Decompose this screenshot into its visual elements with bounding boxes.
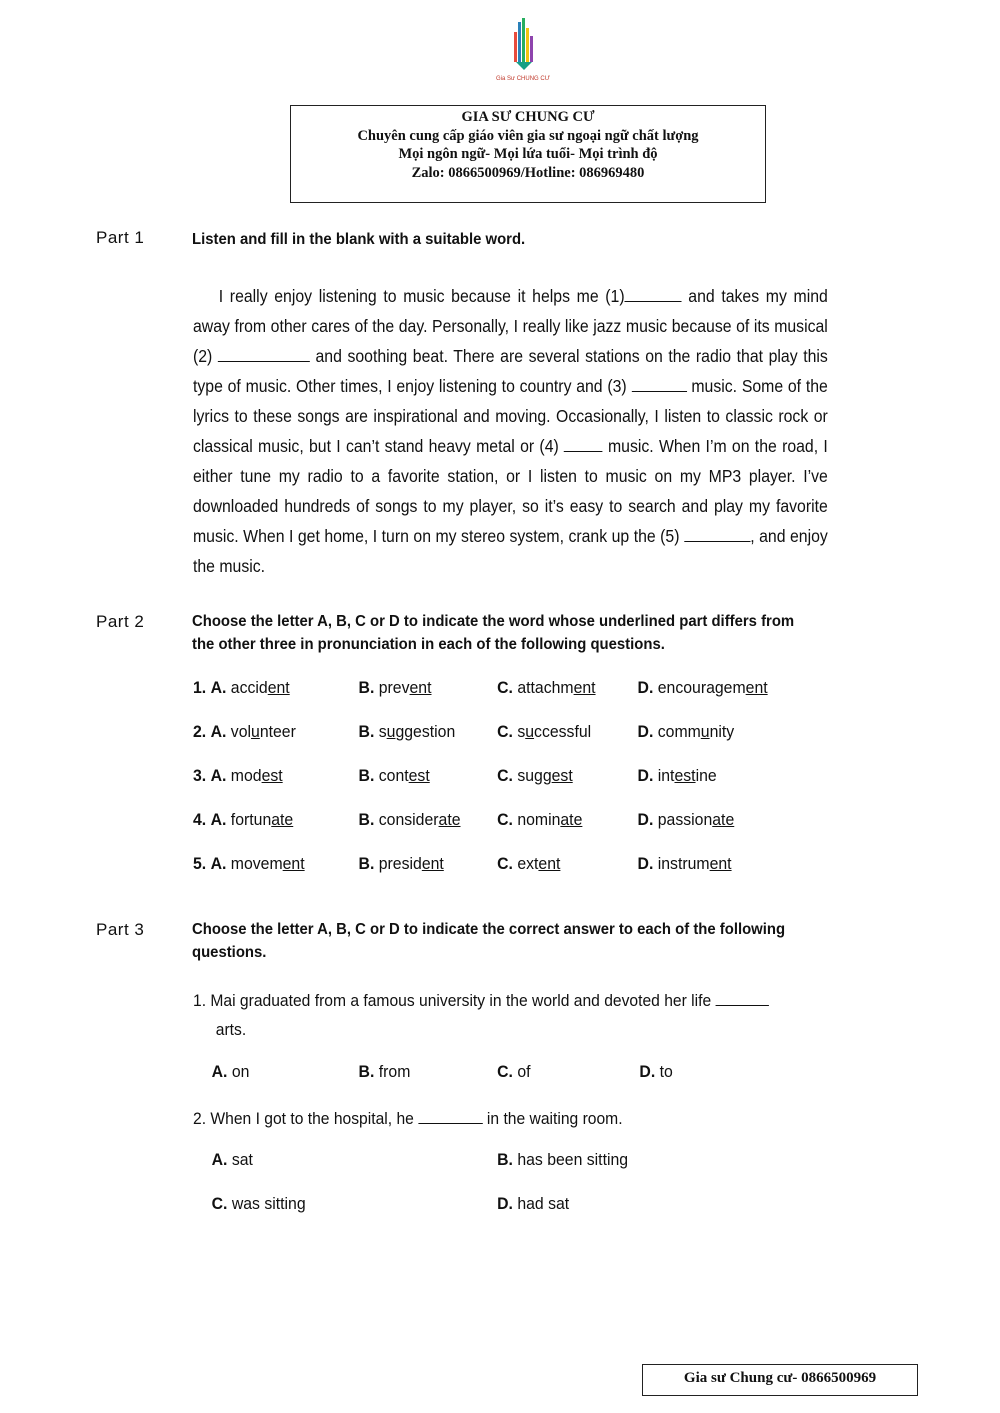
part2-row-3 xyxy=(193,766,844,792)
part2-q4-option-d[interactable] xyxy=(638,810,735,830)
word-prefix: prev xyxy=(378,678,410,697)
word-underlined-part: ent xyxy=(709,854,732,873)
q1-end: arts. xyxy=(211,1020,247,1039)
header-box xyxy=(290,105,766,203)
part1-title: Listen and fill in the blank with a suitable word. xyxy=(192,231,526,248)
word-prefix: nomin xyxy=(517,810,561,829)
word-prefix: encouragem xyxy=(657,678,746,697)
option-letter: B. xyxy=(358,854,375,873)
q1-text: 1. Mai graduated from a famous university in the world and devoted her life xyxy=(193,991,716,1010)
blank-2[interactable] xyxy=(218,344,310,362)
option-letter: C. xyxy=(497,810,513,829)
header-line-4: Zalo: 0866500969/Hotline: 086969480 xyxy=(411,164,645,181)
word-suffix: nteer xyxy=(259,722,296,741)
word-underlined-part: ent xyxy=(573,678,596,697)
part2-q3-option-b[interactable] xyxy=(359,766,430,786)
word-prefix: int xyxy=(657,766,675,785)
part2-row-5 xyxy=(193,854,844,880)
part2-q1-option-c[interactable] xyxy=(497,678,595,698)
question-1 xyxy=(193,986,828,1044)
para-seg-3: and soothing beat. There are several stations on the radio that play this type of music. Other times, I enjoy listening to country and (3) xyxy=(193,346,828,396)
word-suffix: ggestion xyxy=(395,722,456,741)
option-letter: D. xyxy=(637,810,654,829)
option-letter: A. xyxy=(210,722,227,741)
option-letter: C. xyxy=(497,766,513,785)
word-prefix: accid xyxy=(230,678,268,697)
word-suffix: nity xyxy=(709,722,735,741)
header-line-1: GIA SƯ CHUNG CƯ xyxy=(461,109,595,125)
para-seg-1: I really enjoy listening to music because it helps me (1) xyxy=(218,286,625,306)
option-letter: A. xyxy=(210,766,227,785)
logo-icon xyxy=(512,18,536,70)
part3-label: Part 3 xyxy=(96,920,145,939)
q1-option-c[interactable]: C. of xyxy=(497,1062,531,1081)
word-prefix: attachm xyxy=(517,678,574,697)
part2-q3-option-c[interactable] xyxy=(497,766,573,786)
question-number: 5. xyxy=(193,854,207,873)
part1-label: Part 1 xyxy=(96,228,145,247)
q1-options xyxy=(193,1062,844,1086)
word-underlined-part: ate xyxy=(560,810,583,829)
q2-text: 2. When I got to the hospital, he xyxy=(193,1109,419,1128)
word-prefix: mod xyxy=(230,766,262,785)
word-prefix: s xyxy=(378,722,387,741)
word-suffix: ine xyxy=(695,766,717,785)
word-prefix: movem xyxy=(230,854,283,873)
word-underlined-part: est xyxy=(261,766,283,785)
part1-paragraph xyxy=(193,281,828,581)
option-letter: B. xyxy=(358,810,375,829)
q1-option-d[interactable]: D. to xyxy=(639,1062,673,1081)
question-number: 1. xyxy=(193,678,207,697)
part2-q4-option-a[interactable] xyxy=(193,810,293,830)
option-letter: D. xyxy=(637,766,654,785)
option-letter: C. xyxy=(497,722,513,741)
word-underlined-part: ent xyxy=(267,678,290,697)
part2-q1-option-a[interactable] xyxy=(193,678,290,698)
q2-option-b[interactable]: B. has been sitting xyxy=(497,1150,629,1169)
part2-q4-option-c[interactable] xyxy=(497,810,582,830)
q2-option-c[interactable]: C. was sitting xyxy=(211,1194,306,1213)
word-prefix: passion xyxy=(657,810,713,829)
question-number: 2. xyxy=(193,722,207,741)
word-underlined-part: u xyxy=(386,722,396,741)
para-seg-4: music. Some of the lyrics to these songs are inspirational and moving. Occasionally, I listen to classic rock or classical music, but I can’t stand heavy metal or (4) xyxy=(193,376,828,456)
word-prefix: cont xyxy=(378,766,409,785)
header-line-3: Mọi ngôn ngữ- Mọi lứa tuổi- Mọi trình độ xyxy=(398,146,658,162)
word-underlined-part: u xyxy=(251,722,260,741)
part2-q5-option-a[interactable] xyxy=(193,854,305,874)
part2-row-1 xyxy=(193,678,844,704)
word-underlined-part: est xyxy=(674,766,696,785)
q2-options-row-2 xyxy=(193,1194,844,1218)
part2-q5-option-d[interactable] xyxy=(638,854,732,874)
word-underlined-part: ate xyxy=(271,810,294,829)
word-underlined-part: ent xyxy=(409,678,432,697)
q1-option-a[interactable]: A. on xyxy=(211,1062,250,1081)
blank-5[interactable] xyxy=(684,524,750,542)
word-underlined-part: ate xyxy=(712,810,735,829)
part2-q3-option-a[interactable] xyxy=(193,766,283,786)
question-number: 4. xyxy=(193,810,207,829)
option-letter: B. xyxy=(358,722,375,741)
option-letter: C. xyxy=(497,678,513,697)
part2-q5-option-c[interactable] xyxy=(497,854,560,874)
word-underlined-part: ent xyxy=(282,854,305,873)
option-letter: D. xyxy=(637,854,654,873)
q1-blank[interactable] xyxy=(715,988,768,1006)
word-underlined-part: ent xyxy=(421,854,444,873)
word-prefix: instrum xyxy=(657,854,710,873)
part2-q2-option-d[interactable] xyxy=(638,722,735,742)
part2-q3-option-d[interactable] xyxy=(638,766,717,786)
word-prefix: vol xyxy=(230,722,252,741)
word-underlined-part: est xyxy=(408,766,430,785)
q2-option-a[interactable]: A. sat xyxy=(211,1150,253,1169)
word-underlined-part: ent xyxy=(745,678,768,697)
word-underlined-part: est xyxy=(551,766,573,785)
part2-q2-option-c[interactable] xyxy=(497,722,591,742)
header-line-2: Chuyên cung cấp giáo viên gia sư ngoại ngữ chất lượng xyxy=(357,127,699,144)
word-suffix: ccessful xyxy=(534,722,592,741)
word-prefix: presid xyxy=(378,854,422,873)
para-seg-2: and takes my mind away from other cares of the day. Personally, I really like jazz music because of its musical (2) xyxy=(193,286,828,366)
option-letter: D. xyxy=(637,678,654,697)
part2-q2-option-b[interactable] xyxy=(359,722,456,742)
part2-row-2 xyxy=(193,722,844,748)
question-2 xyxy=(193,1104,828,1133)
q2-end: in the waiting room. xyxy=(482,1109,623,1128)
para-seg-5: music. When I’m on the road, I either tune my radio to a favorite station, or I listen to music on my MP3 player. I’ve downloaded hundreds of songs to my player, so it’s easy to search and play my favorite music. When I get home, I turn on my stereo system, crank up the (5) xyxy=(193,436,828,546)
option-letter: B. xyxy=(358,766,375,785)
part2-q4-option-b[interactable] xyxy=(359,810,461,830)
logo-text: Gia Sư CHUNG CƯ xyxy=(496,76,550,82)
question-number: 3. xyxy=(193,766,207,785)
q2-options-row-1 xyxy=(193,1150,844,1174)
option-letter: A. xyxy=(210,810,227,829)
footer-box: Gia sư Chung cư- 0866500969 xyxy=(642,1364,918,1396)
option-letter: A. xyxy=(210,854,227,873)
word-prefix: sugg xyxy=(517,766,552,785)
part2-q2-option-a[interactable] xyxy=(193,722,296,742)
word-prefix: ext xyxy=(517,854,539,873)
word-prefix: fortun xyxy=(230,810,272,829)
word-prefix: comm xyxy=(657,722,701,741)
blank-4[interactable] xyxy=(564,434,603,452)
word-underlined-part: ent xyxy=(538,854,561,873)
part2-q5-option-b[interactable] xyxy=(359,854,444,874)
part3-title: Choose the letter A, B, C or D to indicate the correct answer to each of the following questions. xyxy=(192,921,786,961)
part2-title: Choose the letter A, B, C or D to indicate the word whose underlined part differs from the other three in pronunciation in each of the following questions. xyxy=(192,613,795,653)
option-letter: D. xyxy=(637,722,654,741)
word-underlined-part: u xyxy=(525,722,535,741)
option-letter: B. xyxy=(358,678,375,697)
part2-q1-option-d[interactable] xyxy=(638,678,768,698)
word-prefix: consider xyxy=(378,810,439,829)
part2-row-4 xyxy=(193,810,844,836)
word-underlined-part: ate xyxy=(438,810,461,829)
option-letter: A. xyxy=(210,678,227,697)
q2-blank[interactable] xyxy=(418,1106,482,1124)
blank-3[interactable] xyxy=(631,374,686,392)
blank-1[interactable] xyxy=(625,284,682,302)
word-underlined-part: u xyxy=(700,722,710,741)
para-seg-6: , and enjoy the music. xyxy=(193,526,828,576)
q1-option-b[interactable]: B. from xyxy=(358,1062,411,1081)
part2-label: Part 2 xyxy=(96,612,145,631)
word-prefix: s xyxy=(517,722,526,741)
part2-q1-option-b[interactable] xyxy=(359,678,432,698)
q2-option-d[interactable]: D. had sat xyxy=(497,1194,570,1213)
option-letter: C. xyxy=(497,854,513,873)
